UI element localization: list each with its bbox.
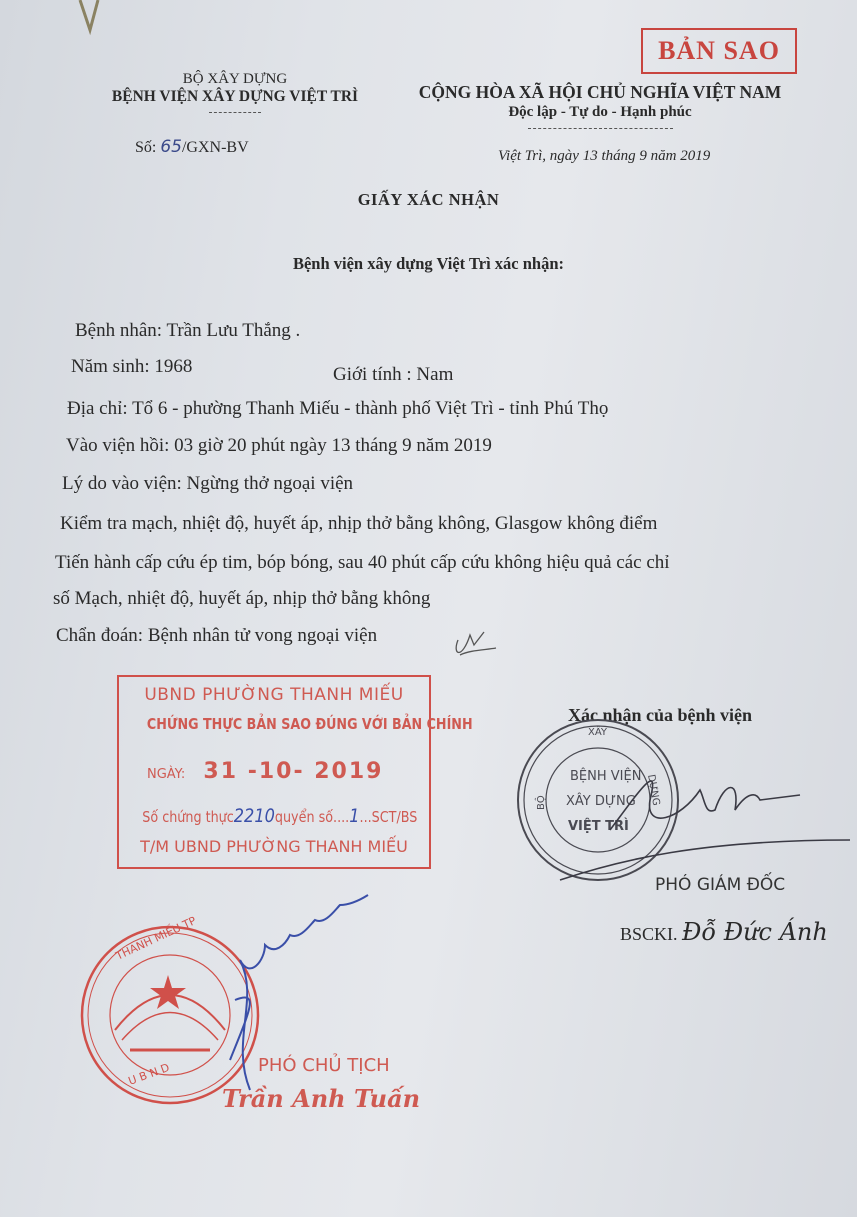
examination: Kiểm tra mạch, nhiệt độ, huyết áp, nhịp thở bằng không, Glasgow không điểm	[60, 513, 658, 534]
stamp-date-value: 31 -10- 2019	[203, 759, 384, 784]
svg-text:THANH MIẾU TP: THANH MIẾU TP	[113, 914, 199, 963]
national-motto: Độc lập - Tự do - Hạnh phúc	[508, 104, 692, 120]
svg-text:BỘ: BỘ	[536, 795, 547, 810]
number-suffix: /GXN-BV	[181, 139, 249, 156]
address: Địa chỉ: Tổ 6 - phường Thanh Miếu - thành phố Việt Trì - tỉnh Phú Thọ	[67, 398, 609, 419]
admission-reason: Lý do vào viện: Ngừng thở ngoại viện	[62, 473, 354, 494]
signer-name: Đỗ Đức Ánh	[682, 918, 828, 946]
ward-signer-position: PHÓ CHỦ TỊCH	[258, 1055, 390, 1076]
stamp-line-2: CHỨNG THỰC BẢN SAO ĐÚNG VỚI BẢN CHÍNH	[146, 715, 473, 733]
stamp-line-1: UBND PHƯỜNG THANH MIẾU	[144, 685, 404, 705]
stamp-line-5: T/M UBND PHƯỜNG THANH MIẾU	[140, 837, 408, 856]
hospital-confirmation-heading: Xác nhận của bệnh viện	[568, 705, 753, 725]
book-suffix: ...SCT/BS	[359, 808, 418, 826]
ward-signer-name: Trần Anh Tuấn	[222, 1084, 421, 1113]
document-subtitle: Bệnh viện xây dựng Việt Trì xác nhận:	[292, 254, 565, 273]
copy-stamp: BẢN SAO	[641, 28, 797, 74]
country-name: CỘNG HÒA XÃ HỘI CHỦ NGHĨA VIỆT NAM	[418, 82, 782, 102]
hospital-signer-position: PHÓ GIÁM ĐỐC	[655, 875, 786, 895]
gender: Giới tính : Nam	[333, 364, 454, 385]
cert-no-value: 2210	[233, 805, 275, 827]
book-label: quyển số....	[274, 808, 350, 826]
star-icon	[150, 975, 186, 1009]
svg-text:U B N D: U B N D	[126, 1060, 172, 1088]
signer-title: BSCKI.	[620, 924, 678, 944]
svg-text:XÂY: XÂY	[588, 727, 608, 738]
stamp-date-label: NGÀY:	[147, 767, 186, 782]
treatment-line-1: Tiến hành cấp cứu ép tim, bóp bóng, sau 40 phút cấp cứu không hiệu quả các chỉ	[55, 552, 670, 573]
hospital-signer	[620, 918, 828, 946]
initials-icon	[456, 632, 496, 655]
ministry-name: BỘ XÂY DỰNG	[182, 71, 288, 87]
admission-time: Vào viện hồi: 03 giờ 20 phút ngày 13 tháng 9 năm 2019	[66, 435, 492, 456]
birth-year: Năm sinh: 1968	[71, 356, 193, 377]
document-title: GIẤY XÁC NHẬN	[357, 190, 500, 209]
place-date: Việt Trì, ngày 13 tháng 9 năm 2019	[498, 148, 711, 164]
number-handwritten: 65	[160, 137, 182, 157]
seal-text-3: VIỆT TRÌ	[568, 819, 629, 834]
ward-seal-icon	[82, 927, 258, 1103]
hospital-name: BỆNH VIỆN XÂY DỰNG VIỆT TRÌ	[111, 88, 359, 105]
patient-name: Bệnh nhân: Trần Lưu Thắng .	[75, 320, 301, 341]
seal-text-2: XÂY DỰNG	[566, 794, 636, 809]
number-label: Số:	[135, 139, 157, 156]
seal-text-1: BỆNH VIỆN	[570, 769, 642, 784]
book-value: 1	[349, 805, 360, 827]
diagnosis: Chẩn đoán: Bệnh nhân tử vong ngoại viện	[56, 625, 378, 646]
treatment-line-2: số Mạch, nhiệt độ, huyết áp, nhịp thở bằng không	[53, 588, 431, 609]
svg-text:DỰNG: DỰNG	[645, 773, 662, 807]
cert-no-label: Số chứng thực	[142, 808, 234, 826]
